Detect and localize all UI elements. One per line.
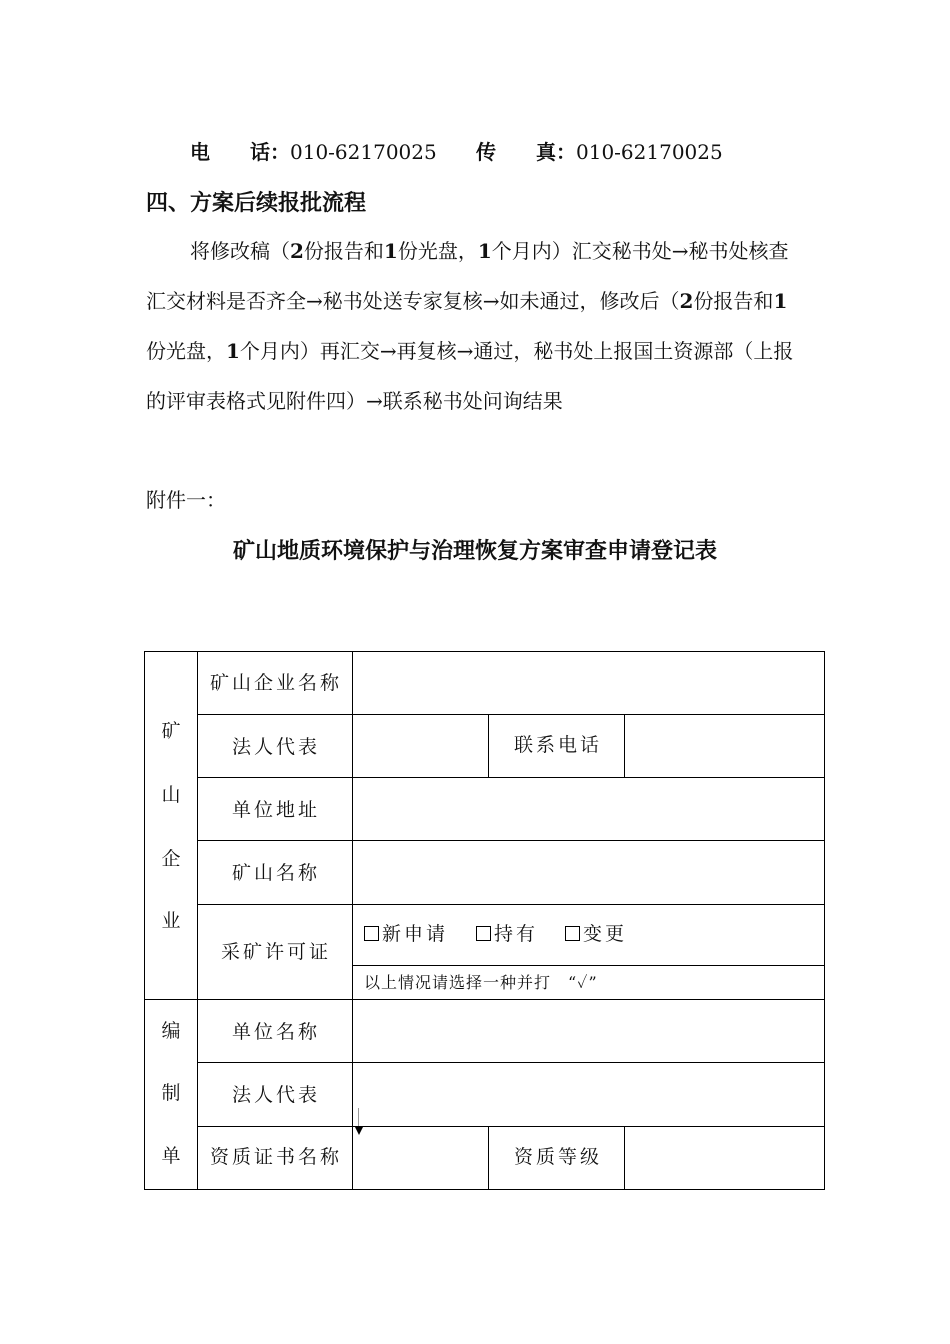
table-border-left — [144, 651, 145, 1190]
contact-phone-field[interactable] — [625, 715, 824, 777]
process-paragraph — [146, 226, 806, 426]
para-number: 1 — [477, 239, 492, 263]
text-cursor-line — [358, 1108, 359, 1126]
phone-label: 电 话： — [190, 140, 290, 164]
table-divider — [352, 965, 825, 966]
table-divider — [488, 714, 489, 778]
phone-value: 010-62170025 — [290, 140, 437, 164]
mine-name-field[interactable] — [353, 841, 824, 904]
table-border-right — [824, 651, 825, 1190]
option-hold-label: 持有 — [494, 923, 539, 945]
section-heading: 四、方案后续报批流程 — [146, 190, 367, 216]
cert-level-field[interactable] — [625, 1127, 824, 1189]
label-cert-name: 资质证书名称 — [210, 1146, 343, 1168]
cert-name-field[interactable] — [353, 1127, 488, 1189]
checkbox-icon[interactable] — [565, 926, 580, 941]
option-hold[interactable] — [476, 919, 538, 946]
group-mine-char: 企 — [161, 848, 181, 870]
fax-value: 010-62170025 — [576, 140, 723, 164]
checkbox-icon[interactable] — [476, 926, 491, 941]
attachment-label: 附件一： — [146, 488, 226, 512]
unit-name-field[interactable] — [353, 1000, 824, 1062]
group-unit-char: 制 — [161, 1082, 181, 1104]
para-text: 个月内）汇交秘书处→秘书处核查汇交材料是否齐全→秘书处送专家复核→如未通过，修改后（ — [146, 239, 789, 313]
group-unit-char: 编 — [161, 1020, 181, 1042]
legal-rep-field[interactable] — [353, 715, 488, 777]
label-license: 采矿许可证 — [221, 941, 332, 963]
para-number: 1 — [773, 289, 788, 313]
fax-line — [476, 136, 723, 165]
option-new-label: 新申请 — [382, 923, 449, 945]
label-unit-name: 单位名称 — [232, 1021, 321, 1043]
para-number: 1 — [383, 239, 398, 263]
checkbox-icon[interactable] — [364, 926, 379, 941]
label-contact-phone: 联系电话 — [514, 734, 603, 756]
para-text: 份报告和 — [303, 239, 384, 263]
label-enterprise-name: 矿山企业名称 — [210, 672, 343, 694]
label-mine-name: 矿山名称 — [232, 862, 321, 884]
option-change[interactable] — [565, 919, 627, 946]
table-divider — [197, 651, 198, 1190]
group-mine-char: 业 — [161, 910, 181, 932]
label-cert-level: 资质等级 — [514, 1146, 603, 1168]
para-text: 将修改稿（ — [190, 239, 290, 263]
para-number: 2 — [290, 239, 304, 263]
enterprise-name-field[interactable] — [353, 652, 824, 714]
para-number: 1 — [226, 339, 240, 363]
option-new-application[interactable] — [364, 919, 448, 946]
para-text: 个月内）再汇交→再复核→通过，秘书处上报国土资源部（上报的评审表格式见附件四）→联系秘书处问询结果 — [146, 339, 794, 413]
license-note: 以上情况请选择一种并打 “✓” — [364, 973, 598, 992]
para-text: 份光盘， — [146, 339, 226, 363]
group-mine-char: 山 — [161, 784, 181, 806]
para-text: 份光盘， — [397, 239, 478, 263]
legal-rep-2-field[interactable] — [353, 1063, 824, 1126]
table-border-bottom — [144, 1189, 825, 1190]
table-divider — [488, 1126, 489, 1190]
phone-line — [190, 136, 437, 165]
table-divider — [197, 904, 825, 905]
para-number: 2 — [679, 289, 694, 313]
para-text: 份报告和 — [693, 289, 774, 313]
fax-label: 传 真： — [476, 140, 576, 164]
form-title: 矿山地质环境保护与治理恢复方案审查申请登记表 — [232, 538, 717, 564]
label-address: 单位地址 — [232, 799, 321, 821]
label-legal-rep-2: 法人代表 — [232, 1084, 321, 1106]
label-legal-rep: 法人代表 — [232, 736, 321, 758]
group-unit-char: 单 — [161, 1145, 181, 1167]
option-change-label: 变更 — [583, 923, 628, 945]
group-mine-char: 矿 — [161, 720, 181, 742]
address-field[interactable] — [353, 778, 824, 840]
cursor-arrow-icon — [355, 1127, 363, 1135]
